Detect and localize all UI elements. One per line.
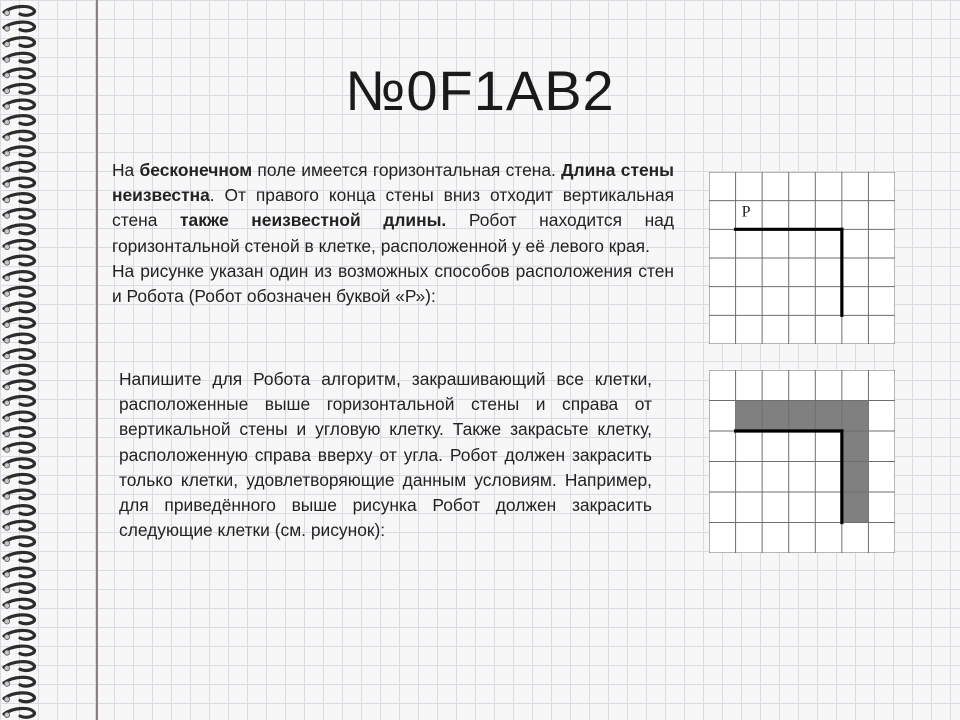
binding-hole	[4, 697, 9, 702]
binding-hole	[4, 712, 9, 717]
binding-hole	[4, 307, 9, 312]
binding-hole	[4, 42, 9, 47]
intro-text-4: Робот находится над горизонтальной стеной в клетке, расположенной у её левого края.	[112, 210, 675, 256]
robot-label: Р	[741, 203, 751, 221]
binding-hole	[4, 494, 9, 499]
binding-hole	[4, 525, 9, 530]
binding-hole	[4, 26, 9, 31]
problem-statement	[112, 158, 674, 309]
binding-hole	[4, 182, 9, 187]
binding-hole	[4, 260, 9, 265]
problem-intro	[112, 158, 674, 259]
binding-hole	[4, 416, 9, 421]
binding-hole	[4, 369, 9, 374]
binding-hole	[4, 634, 9, 639]
shaded-cell	[736, 401, 763, 432]
binding-hole	[4, 478, 9, 483]
page-title: №0F1AB2	[345, 59, 615, 122]
intro-bold-3: также неизвестной длины.	[180, 210, 447, 231]
figure-painted-cells	[709, 370, 895, 553]
intro-text-2: поле имеется горизонтальная стена.	[252, 160, 562, 180]
binding-hole	[4, 385, 9, 390]
task-text: Напишите для Робота алгоритм, закрашивающий все клетки, расположенные выше горизонтальной стены и справа от вертикальной стены и угловую клетку. Также закрасьте клетку, расположенную справа вверху от угла. Робот должен закрасить только клетки, удовлетворяющие данным условиям. Например, для приведённого выше рисунка Робот должен закрасить следующие клетки (см. рисунок):	[119, 369, 652, 541]
binding-hole	[4, 10, 9, 15]
intro-bold-2: Длина стены неизвестна	[112, 160, 675, 206]
binding-hole	[4, 447, 9, 452]
binding-hole	[4, 276, 9, 281]
binding-hole	[4, 603, 9, 608]
binding-hole	[4, 541, 9, 546]
intro-text-3: . От правого конца стены вниз отходит вертикальная стена	[112, 185, 674, 231]
binding-hole	[4, 166, 9, 171]
shaded-cell	[789, 401, 816, 432]
binding-hole	[4, 244, 9, 249]
shaded-cell	[842, 401, 869, 432]
intro-text-1: На	[112, 160, 140, 180]
task-statement	[119, 367, 652, 543]
binding-hole	[4, 432, 9, 437]
binding-hole	[4, 135, 9, 140]
binding-hole	[4, 650, 9, 655]
binding-hole	[4, 510, 9, 515]
shaded-cell	[842, 462, 869, 493]
shaded-cell	[842, 492, 869, 523]
binding-hole	[4, 322, 9, 327]
binding-hole	[4, 400, 9, 405]
binding-hole	[4, 291, 9, 296]
intro-bold-1: бесконечном	[139, 160, 253, 180]
binding-hole	[4, 666, 9, 671]
binding-hole	[4, 229, 9, 234]
shaded-cell	[842, 431, 869, 462]
binding-hole	[4, 556, 9, 561]
binding-hole	[4, 354, 9, 359]
binding-hole	[4, 619, 9, 624]
binding-hole	[4, 588, 9, 593]
binding-hole	[4, 151, 9, 156]
binding-hole	[4, 198, 9, 203]
shaded-cell	[815, 401, 842, 432]
binding-hole	[4, 338, 9, 343]
figure-robot-walls	[709, 172, 895, 344]
binding-hole	[4, 213, 9, 218]
figure-note: На рисунке указан один из возможных способов расположения стен и Робота (Робот обозначен буквой «Р»):	[112, 260, 674, 307]
shaded-cell	[762, 401, 789, 432]
binding-hole	[4, 681, 9, 686]
binding-hole	[4, 463, 9, 468]
binding-hole	[4, 572, 9, 577]
